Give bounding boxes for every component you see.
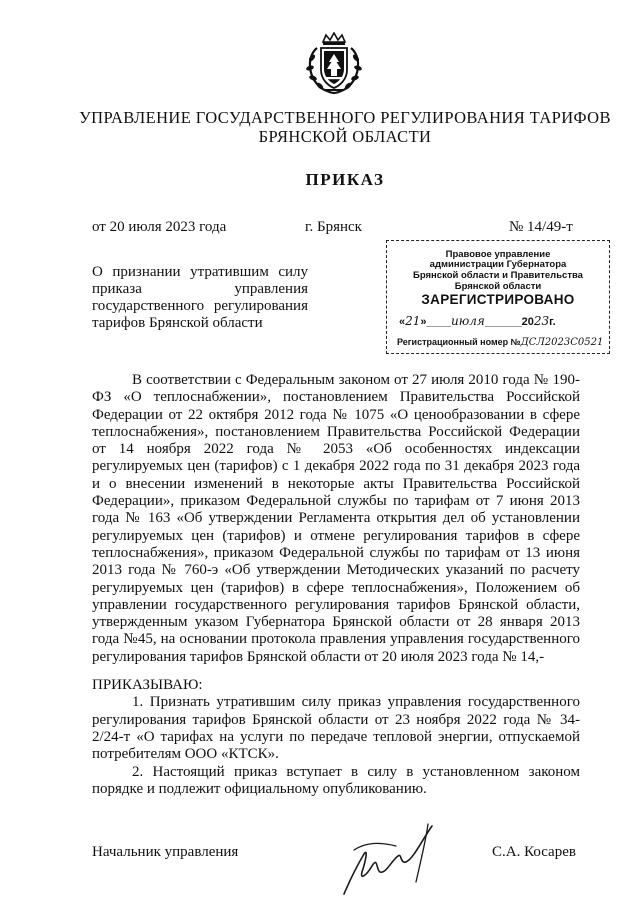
subject-line: О признании утратившим силу — [92, 264, 308, 280]
signatory-position: Начальник управления — [92, 844, 239, 860]
stamp-registered-label: ЗАРЕГИСТРИРОВАНО — [421, 292, 575, 307]
order-item-1: 1. Признать утратившим силу приказ управления государственного регулирования тарифов Брянской области от 23 ноября 2022 года № 34-2/24-т «О тарифах на услуги по передаче тепловой энергии, отпускаемой потребителям ООО «КТСК». — [92, 694, 580, 763]
document-city: г. Брянск — [305, 219, 362, 235]
document-body — [92, 372, 580, 798]
stamp-regnum-value: ДСЛ2023С0521 — [520, 337, 604, 348]
stamp-year-end: г. — [549, 316, 556, 328]
agency-name-line-1: УПРАВЛЕНИЕ ГОСУДАРСТВЕННОГО РЕГУЛИРОВАНИЯ ТАРИФОВ — [79, 108, 611, 127]
signatory-name: С.А. Косарев — [492, 844, 576, 860]
stamp-year-suffix: 23 — [533, 314, 550, 328]
document-subject — [92, 264, 308, 332]
stamp-line: администрации Губернатора — [429, 259, 567, 270]
agency-name-line-2: БРЯНСКОЙ ОБЛАСТИ — [258, 127, 432, 146]
stamp-line: Брянской области — [454, 281, 542, 292]
stamp-line: Правовое управление — [445, 249, 551, 260]
order-item-2: 2. Настоящий приказ вступает в силу в установленном законом порядке и подлежит официальному опубликованию. — [92, 763, 580, 797]
stamp-regnum-label: Регистрационный номер № — [397, 337, 521, 347]
stamp-line: Брянской области и Правительства — [413, 270, 583, 281]
document-type-title: ПРИКАЗ — [305, 170, 385, 189]
preamble-paragraph: В соответствии с Федеральным законом от 27 июля 2010 года № 190-ФЗ «О теплоснабжении», постановлением Правительства Российской Федерации от 22 октября 2012 года № 1075 «О ценообразовании в сфере теплоснабжения», постановлением Правительства Российской Федерации от 14 ноября 2022 года № 2053 «Об особенностях индексации регулируемых цен (тарифов) с 1 декабря 2022 года по 31 декабря 2023 года и о внесении изменений в некоторые акты Правительства Российской Федерации», приказом Федеральной службы по тарифам от 7 июня 2013 года № 163 «Об утверждении Регламента открытия дел об установлении регулируемых цен (тарифов) и отмене регулирования тарифов в сфере теплоснабжения», приказом Федеральной службы по тарифам от 13 июня 2013 года № 760-э «Об утверждении Методических указаний по расчету регулируемых цен (тарифов) в сфере теплоснабжения», Положением об управлении государственного регулирования тарифов Брянской области, утвержденным указом Губернатора Брянской области от 28 января 2013 года №45, на основании протокола правления управления государственного регулирования тарифов Брянской области от 20 июля 2023 года № 14,- — [92, 372, 580, 665]
registration-stamp — [386, 240, 610, 354]
subject-line: приказа управления — [92, 281, 308, 297]
document-date: от 20 июля 2023 года — [92, 219, 227, 235]
stamp-year-prefix: 20 — [521, 316, 534, 328]
document-number: № 14/49-т — [509, 219, 573, 235]
subject-line: тарифов Брянской области — [92, 315, 263, 331]
stamp-date: «21»____июля______2023г. — [399, 314, 556, 328]
decree-heading: ПРИКАЗЫВАЮ: — [92, 677, 203, 694]
stamp-month: июля — [451, 314, 485, 328]
subject-line: государственного регулирования — [92, 298, 308, 314]
handwritten-signature — [336, 820, 446, 900]
stamp-day: 21 — [405, 314, 421, 328]
coat-of-arms-icon — [299, 32, 369, 96]
stamp-registration-number — [397, 337, 603, 348]
